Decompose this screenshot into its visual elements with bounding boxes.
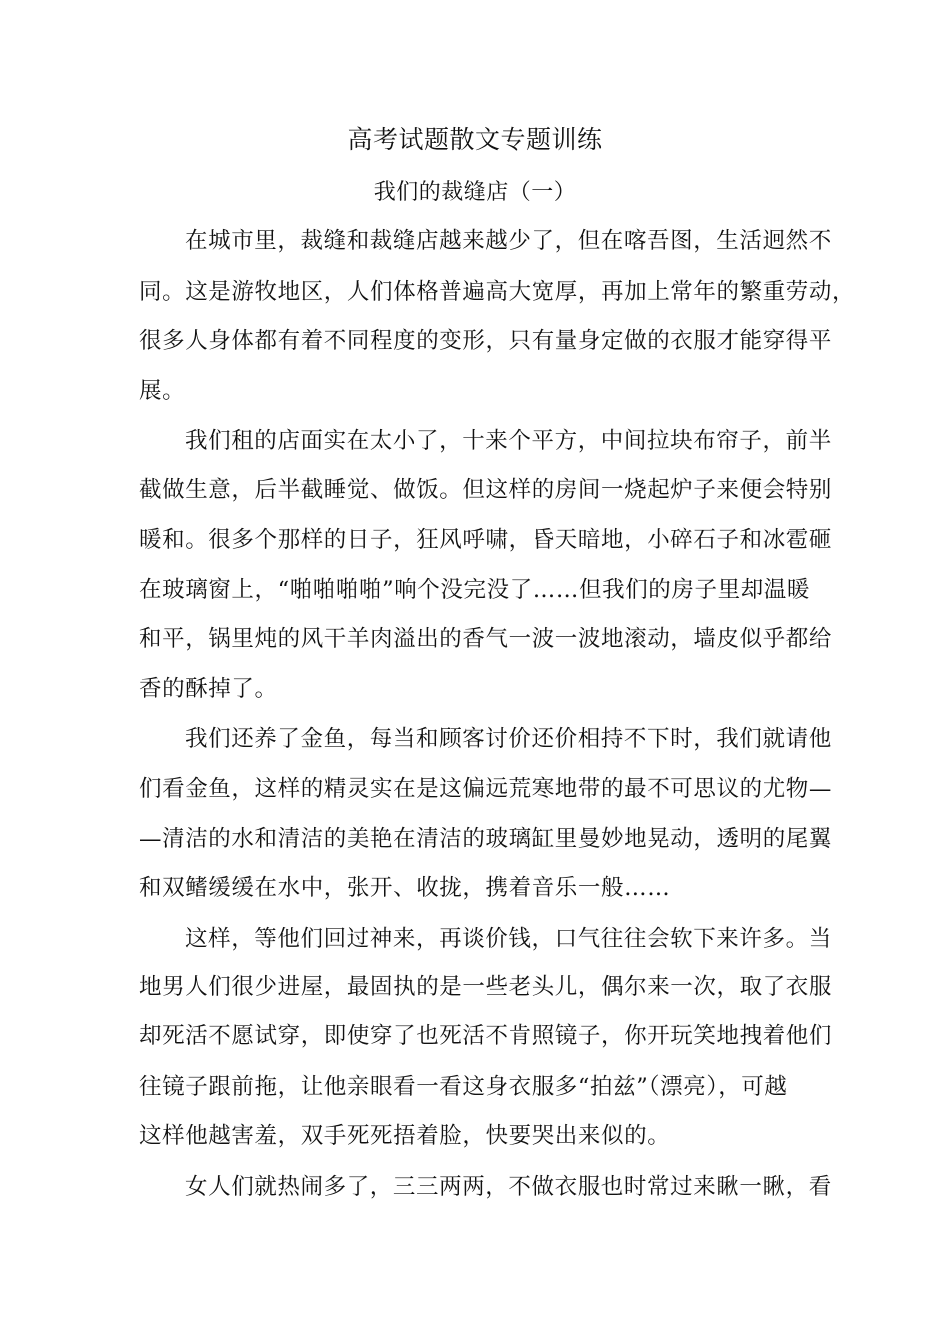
paragraph-line: 在玻璃窗上，“啪啪啪啪”响个没完没了……但我们的房子里却温暖 [139, 577, 811, 603]
paragraph-line: 暖和。很多个那样的日子，狂风呼啸，昏天暗地，小碎石子和冰雹砸 [139, 527, 833, 553]
paragraph-line: 这样，等他们回过神来，再谈价钱，口气往往会软下来许多。当 [185, 926, 832, 952]
paragraph-line: 地男人们很少进屋，最固执的是一些老头儿，偶尔来一次，取了衣服 [139, 974, 833, 1000]
document-subtitle: 我们的裁缝店（一） [373, 180, 577, 205]
paragraph-line: 在城市里，裁缝和裁缝店越来越少了，但在喀吾图，生活迥然不 [185, 228, 832, 254]
document-title: 高考试题散文专题训练 [347, 125, 603, 154]
paragraph-line: 和双鳍缓缓在水中，张开、收拢，携着音乐一般…… [139, 875, 671, 901]
paragraph-line: 和平，锅里炖的风干羊肉溢出的香气一波一波地滚动，墙皮似乎都给 [139, 626, 833, 652]
paragraph-line: 这样他越害羞，双手死死捂着脸，快要哭出来似的。 [139, 1123, 671, 1149]
paragraph-line: 香的酥掉了。 [139, 676, 278, 702]
paragraph-line: 我们还养了金鱼，每当和顾客讨价还价相持不下时，我们就请他 [185, 726, 832, 752]
paragraph-line: 我们租的店面实在太小了，十来个平方，中间拉块布帘子，前半 [185, 428, 832, 454]
paragraph-line: 女人们就热闹多了，三三两两，不做衣服也时常过来瞅一瞅，看 [185, 1174, 832, 1200]
paragraph-line: 往镜子跟前拖，让他亲眼看一看这身衣服多“拍兹”（漂亮），可越 [139, 1074, 788, 1100]
paragraph-line: 很多人身体都有着不同程度的变形，只有量身定做的衣服才能穿得平 [139, 328, 833, 354]
paragraph-line: —清洁的水和清洁的美艳在清洁的玻璃缸里曼妙地晃动，透明的尾翼 [139, 826, 833, 852]
paragraph-line: 展。 [139, 378, 186, 404]
paragraph-line: 截做生意，后半截睡觉、做饭。但这样的房间一烧起炉子来便会特别 [139, 477, 833, 503]
paragraph-line: 却死活不愿试穿，即使穿了也死活不肯照镜子，你开玩笑地拽着他们 [139, 1023, 833, 1049]
paragraph-line: 同。这是游牧地区，人们体格普遍高大宽厚，再加上常年的繁重劳动， [139, 279, 856, 305]
paragraph-line: 们看金鱼，这样的精灵实在是这偏远荒寒地带的最不可思议的尤物— [139, 776, 833, 802]
